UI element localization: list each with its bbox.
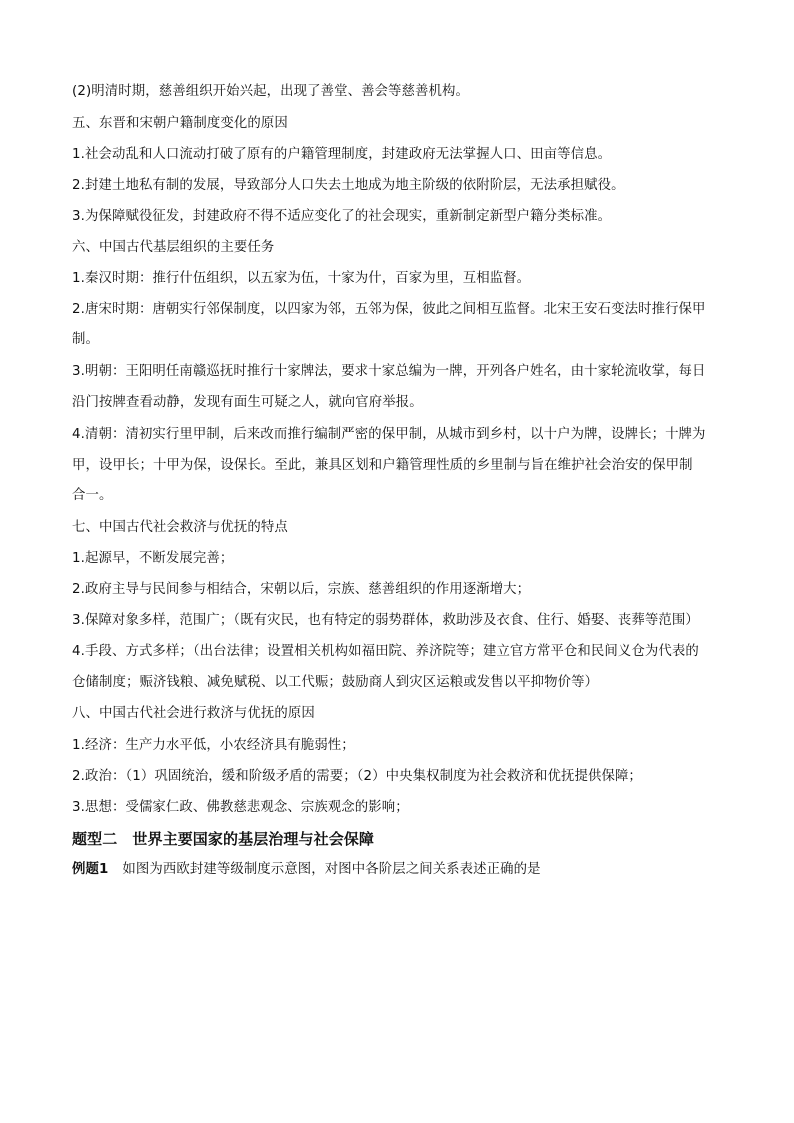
text-line: 1.经济：生产力水平低，小农经济具有脆弱性； xyxy=(72,738,355,753)
text-line: 甲，设甲长；十甲为保，设保长。至此，兼具区划和户籍管理性质的乡里制与旨在维护社会治安的保甲制 xyxy=(72,458,693,473)
section-heading: 八、中国古代社会进行救济与优抚的原因 xyxy=(72,706,315,721)
text-line: 1.秦汉时期：推行什伍组织，以五家为伍，十家为什，百家为里，互相监督。 xyxy=(72,271,531,286)
example-question xyxy=(72,860,728,880)
text-line: 2.唐宋时期：唐朝实行邻保制度，以四家为邻，五邻为保，彼此之间相互监督。北宋王安石变法时推行保甲 xyxy=(72,302,706,317)
text-line: 制。 xyxy=(72,332,99,347)
text-line: 2.政治：（1）巩固统治，缓和阶级矛盾的需要；（2）中央集权制度为社会救济和优抚提供保障； xyxy=(72,769,642,784)
text-line: 3.为保障赋役征发，封建政府不得不适应变化了的社会现实，重新制定新型户籍分类标准。 xyxy=(72,209,612,224)
text-line: 仓储制度；赈济钱粮、减免赋税、以工代赈；鼓励商人到灾区运粮或发售以平抑物价等） xyxy=(72,675,599,690)
text-line: 1.社会动乱和人口流动打破了原有的户籍管理制度，封建政府无法掌握人口、田亩等信息。 xyxy=(72,147,612,162)
text-line: 4.手段、方式多样；（出台法律；设置相关机构如福田院、养济院等；建立官方常平仓和民间义仓为代表的 xyxy=(72,644,699,659)
question-type-heading: 题型二 世界主要国家的基层治理与社会保障 xyxy=(72,830,375,848)
text-line: 3.思想：受儒家仁政、佛教慈悲观念、宗族观念的影响； xyxy=(72,800,409,815)
section-heading: 六、中国古代基层组织的主要任务 xyxy=(72,240,275,255)
example-text: 如图为西欧封建等级制度示意图，对图中各阶层之间关系表述正确的是 xyxy=(122,862,541,877)
text-line: 1.起源早，不断发展完善； xyxy=(72,551,234,566)
text-line: 2.政府主导与民间参与相结合，宋朝以后，宗族、慈善组织的作用逐渐增大； xyxy=(72,582,531,597)
example-label: 例题1 xyxy=(72,862,109,877)
text-line: 合一。 xyxy=(72,488,113,503)
text-line: 沿门按牌查看动静，发现有面生可疑之人，就向官府举报。 xyxy=(72,395,423,410)
section-heading: 七、中国古代社会救济与优抚的特点 xyxy=(72,520,288,535)
text-line: 4.清朝：清初实行里甲制，后来改而推行编制严密的保甲制，从城市到乡村，以十户为牌，设牌长；十牌为 xyxy=(72,427,706,442)
text-line: 3.保障对象多样，范围广；（既有灾民，也有特定的弱势群体，救助涉及衣食、住行、婚娶、丧葬等范围） xyxy=(72,613,699,628)
text-line: (2)明清时期，慈善组织开始兴起，出现了善堂、善会等慈善机构。 xyxy=(72,84,470,99)
section-heading: 五、东晋和宋朝户籍制度变化的原因 xyxy=(72,116,288,131)
text-line: 2.封建土地私有制的发展，导致部分人口失去土地成为地主阶级的依附阶层，无法承担赋役。 xyxy=(72,178,625,193)
text-line: 3.明朝：王阳明任南赣巡抚时推行十家牌法，要求十家总编为一牌，开列各户姓名，由十家轮流收掌，每日 xyxy=(72,364,706,379)
